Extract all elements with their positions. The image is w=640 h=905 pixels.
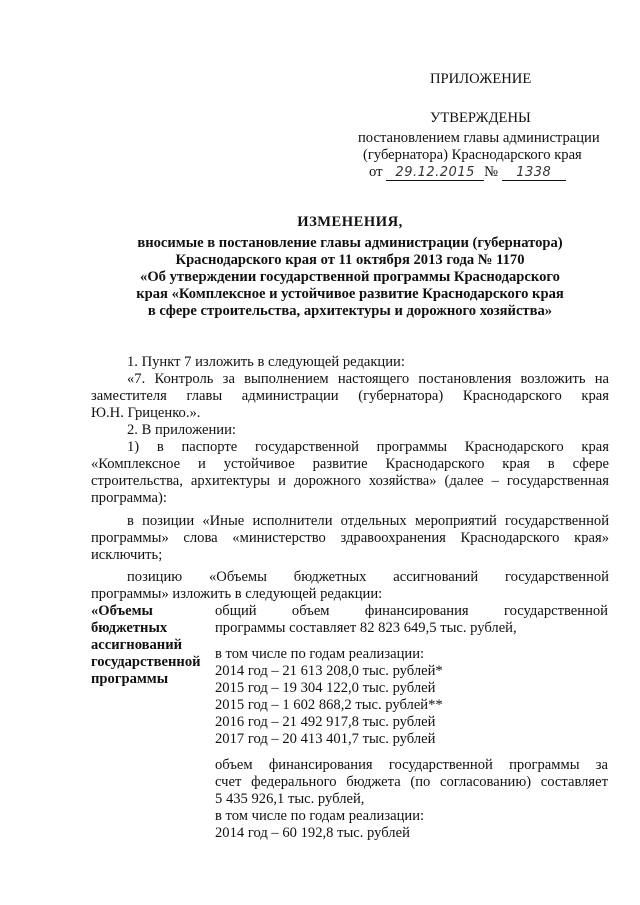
table-label-line: программы: [91, 671, 169, 687]
paragraph-4-line-3: строительства, архитектуры и дорожного хозяйства» (далее – государственная: [91, 473, 609, 489]
table-label-column: [91, 603, 201, 688]
handwritten-date: 29.12.2015: [395, 165, 475, 180]
approved-label: УТВЕРЖДЕНЫ: [430, 110, 531, 126]
federal-funding-line-2: счет федерального бюджета (по согласованию) составляет: [215, 774, 608, 790]
paragraph-4-line-1: 1) в паспорте государственной программы Краснодарского края: [127, 439, 609, 455]
title-line: края «Комплексное и устойчивое развитие Краснодарского края: [136, 286, 564, 302]
title-line: вносимые в постановление главы администрации (губернатора): [137, 235, 563, 251]
table-label-line: государственной: [91, 654, 201, 670]
title-heading: ИЗМЕНЕНИЯ,: [297, 214, 403, 230]
paragraph-3: 2. В приложении:: [127, 422, 236, 438]
table-label-line: «Объемы: [91, 603, 153, 619]
year-row: 2015 год – 19 304 122,0 тыс. рублей: [215, 680, 436, 696]
title-line: в сфере строительства, архитектуры и дорожного хозяйства»: [147, 303, 553, 319]
date-number-line: [369, 164, 566, 181]
table-label-line: ассигнований: [91, 637, 183, 653]
approved-by-line-1: постановлением главы администрации: [358, 130, 600, 146]
total-funding-line-2: программы составляет 82 823 649,5 тыс. рублей,: [215, 620, 517, 636]
federal-funding-line-3: 5 435 926,1 тыс. рублей,: [215, 791, 365, 807]
federal-years-intro: в том числе по годам реализации:: [215, 808, 425, 824]
year-row: 2014 год – 21 613 208,0 тыс. рублей*: [215, 663, 443, 679]
paragraph-5-line-2: программы» слова «министерство здравоохранения Краснодарского края»: [91, 530, 609, 546]
paragraph-2-line-1: «7. Контроль за выполнением настоящего постановления возложить на: [127, 371, 609, 387]
date-prefix: от: [369, 164, 383, 180]
paragraph-4-line-2: «Комплексное и устойчивое развитие Краснодарского края в сфере: [91, 456, 609, 472]
paragraph-6-line-2: программы» изложить в следующей редакции:: [91, 586, 383, 602]
paragraph-4-line-4: программа):: [91, 490, 167, 506]
year-row: 2017 год – 20 413 401,7 тыс. рублей: [215, 731, 436, 747]
total-funding-line-1: общий объем финансирования государственной: [215, 603, 608, 619]
paragraph-2-line-2: заместителя главы администрации (губернатора) Краснодарского края: [91, 388, 609, 404]
document-title: [80, 214, 620, 320]
title-line: «Об утверждении государственной программы Краснодарского: [140, 269, 560, 285]
table-label-line: бюджетных: [91, 620, 168, 636]
paragraph-6-line-1: позицию «Объемы бюджетных ассигнований государственной: [127, 569, 609, 585]
number-field: [502, 165, 566, 181]
appendix-label: ПРИЛОЖЕНИЕ: [430, 71, 532, 87]
federal-funding-line-1: объем финансирования государственной программы за: [215, 757, 608, 773]
approved-by-line-2: (губернатора) Краснодарского края: [363, 147, 582, 163]
paragraph-5-line-1: в позиции «Иные исполнители отдельных мероприятий государственной: [127, 513, 609, 529]
title-line: Краснодарского края от 11 октября 2013 года № 1170: [175, 252, 525, 268]
year-row: 2015 год – 1 602 868,2 тыс. рублей**: [215, 697, 443, 713]
paragraph-2-line-3: Ю.Н. Гриценко.».: [91, 405, 201, 421]
paragraph-5-line-3: исключить;: [91, 547, 163, 563]
number-prefix: №: [484, 164, 499, 180]
paragraph-1: 1. Пункт 7 изложить в следующей редакции:: [127, 354, 405, 370]
year-row: 2016 год – 21 492 917,8 тыс. рублей: [215, 714, 436, 730]
federal-year-row: 2014 год – 60 192,8 тыс. рублей: [215, 825, 410, 841]
years-intro: в том числе по годам реализации:: [215, 646, 425, 662]
date-field: [386, 165, 484, 181]
handwritten-number: 1338: [516, 165, 552, 180]
